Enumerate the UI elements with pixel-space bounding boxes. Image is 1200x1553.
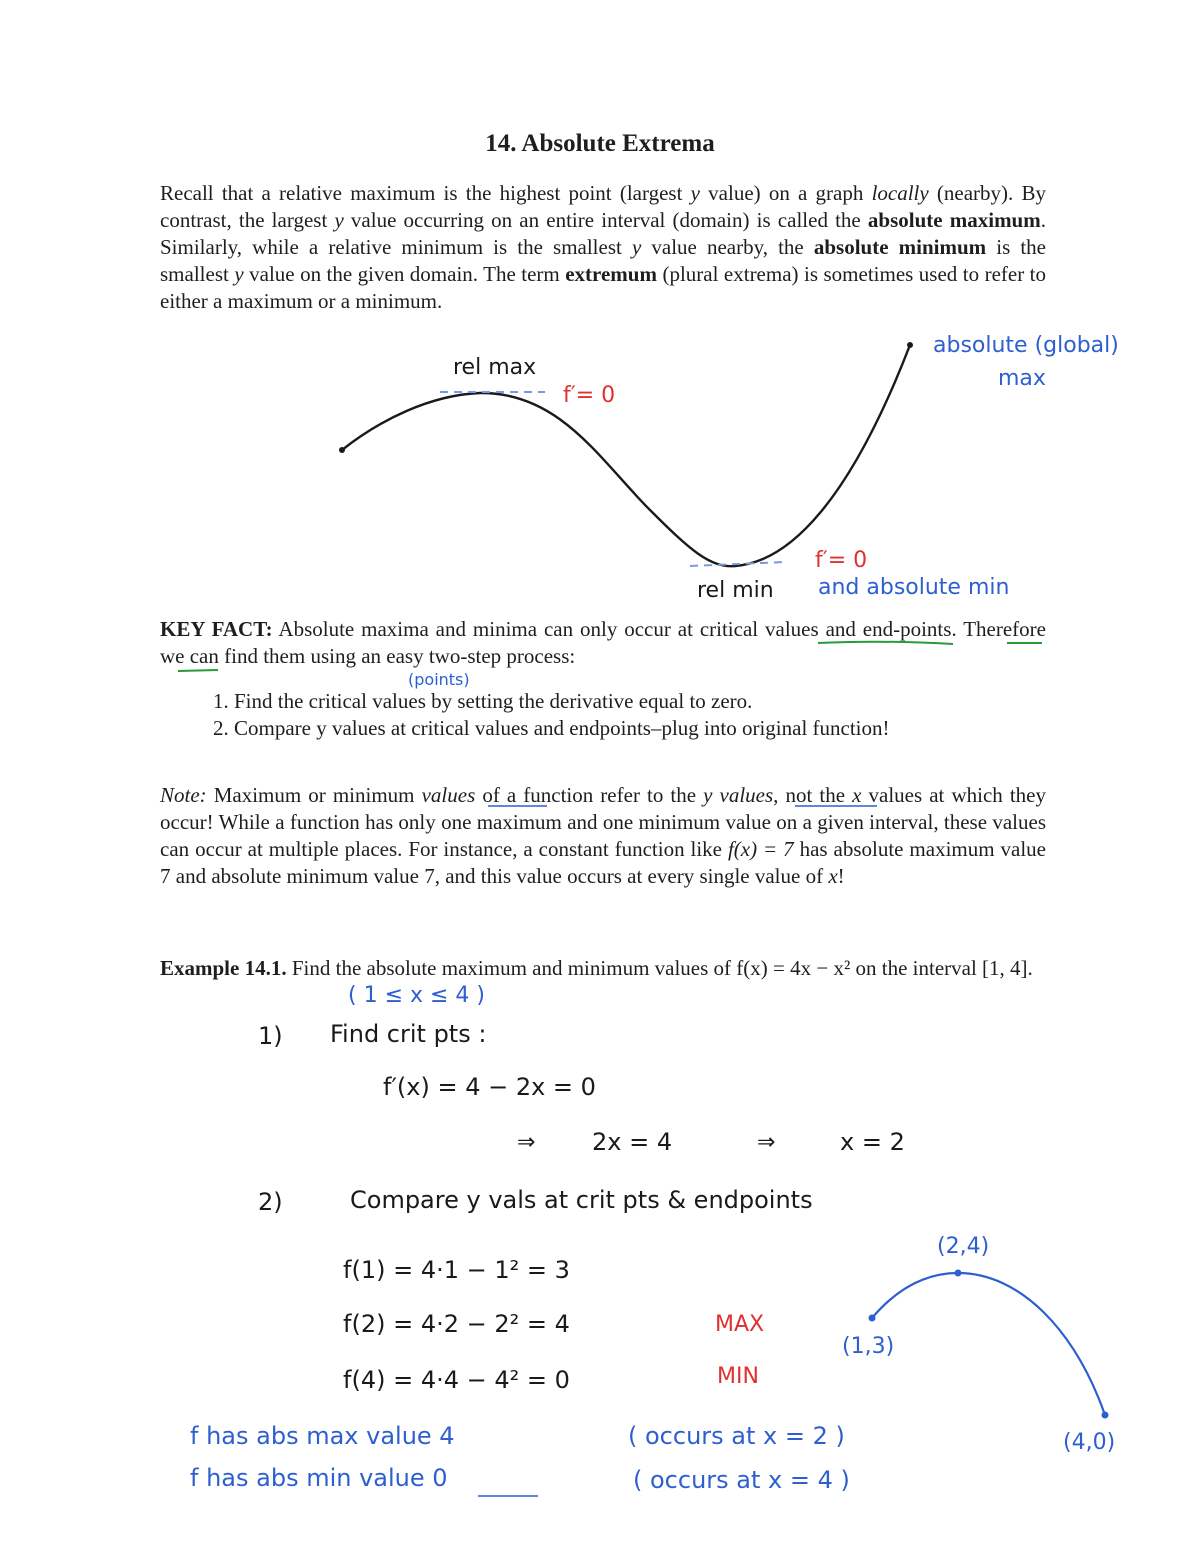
note-label: Note: (160, 783, 207, 807)
label-rel-max: rel max (453, 355, 537, 380)
step-1: 1. Find the critical values by setting the derivative equal to zero. (213, 689, 753, 713)
implies-1: ⇒ (517, 1130, 536, 1155)
function-curve (342, 345, 910, 566)
var-y: y (631, 235, 642, 259)
var-x: x (852, 783, 862, 807)
point-2-4 (955, 1270, 962, 1277)
eval-f1: f(1) = 4·1 − 1² = 3 (343, 1256, 570, 1284)
term-extremum: extremum (565, 262, 657, 286)
note-text: values at which they occur! While a function has only one maximum and one minimum value on a given interval, these values can occur at multiple places. For instance, a constant function like (160, 783, 1046, 861)
note-text: has absolute maximum value 7 and absolute minimum value 7, and this value occurs at every single value of (160, 837, 1046, 888)
eval-f4: f(4) = 4·4 − 4² = 0 (343, 1366, 570, 1394)
conclusion-max: f has abs max value 4 (190, 1422, 455, 1450)
note-text: ! (837, 864, 845, 888)
derivative-line: f′(x) = 4 − 2x = 0 (383, 1073, 596, 1101)
underline-points (178, 670, 218, 671)
step-2: 2. Compare y values at critical values and endpoints–plug into original function! (213, 716, 890, 740)
note-paragraph (160, 782, 1046, 890)
page-title: 14. Absolute Extrema (485, 130, 715, 157)
label-fprime-zero-bottom: f′= 0 (815, 548, 868, 573)
intro-text: value occurring on an entire interval (domain) is called the (343, 208, 868, 232)
step1-number: 1) (258, 1022, 283, 1050)
var-y: y (690, 181, 700, 205)
example-text: Find the absolute maximum and minimum values of f(x) = 4x − x² on the interval [1, 4]. (286, 956, 1033, 980)
key-fact (160, 616, 1046, 670)
var-x: x (828, 864, 838, 888)
min-tag: MIN (717, 1364, 759, 1389)
intro-text: . Similarly, while a relative minimum is the smallest (160, 208, 1046, 259)
interval-note: ( 1 ≤ x ≤ 4 ) (348, 983, 486, 1008)
note-y-values: y values (703, 783, 774, 807)
solve-x: x = 2 (840, 1128, 905, 1156)
conclusion-min: f has abs min value 0 (190, 1464, 448, 1492)
conclusion-max-location: ( occurs at x = 2 ) (628, 1422, 845, 1450)
note-text: Maximum or minimum (206, 783, 422, 807)
note-constant-function: f(x) = 7 (727, 837, 794, 861)
implies-2: ⇒ (757, 1130, 776, 1155)
label-max: max (998, 366, 1046, 391)
conclusion-min-location: ( occurs at x = 4 ) (633, 1466, 850, 1494)
term-locally: locally (871, 181, 929, 205)
left-endpoint (339, 447, 345, 453)
intro-text: value on the given domain. The term (243, 262, 566, 286)
label-and-absolute-min: and absolute min (818, 575, 1010, 600)
term-absolute-minimum: absolute minimum (813, 235, 987, 259)
label-point-4-0: (4,0) (1063, 1430, 1116, 1455)
label-absolute-global: absolute (global) (933, 333, 1119, 358)
intro-text: is the smallest (160, 235, 1047, 286)
label-fprime-zero-top: f′= 0 (563, 383, 616, 408)
step2-text: Compare y vals at crit pts & endpoints (350, 1186, 813, 1214)
example-label: Example 14.1. (160, 956, 287, 980)
solve-2x: 2x = 4 (592, 1128, 673, 1156)
var-y: y (234, 262, 244, 286)
label-rel-min: rel min (697, 578, 774, 603)
max-tag: MAX (715, 1312, 765, 1337)
key-fact-label: KEY FACT: (160, 617, 273, 641)
annotation-points: (points) (408, 670, 470, 689)
intro-text: (nearby). By contrast, the largest (160, 181, 1046, 232)
intro-text: value) on a graph (699, 181, 872, 205)
point-1-3 (869, 1315, 876, 1322)
point-4-0 (1102, 1412, 1109, 1419)
note-text: of a function refer to the (475, 783, 704, 807)
intro-text: Recall that a relative maximum is the highest point (largest (160, 181, 691, 205)
right-endpoint (907, 342, 913, 348)
eval-f2: f(2) = 4·2 − 2² = 4 (343, 1310, 570, 1338)
note-text: , not the (773, 783, 853, 807)
var-y: y (334, 208, 344, 232)
key-fact-text: Absolute maxima and minima can only occur at critical values and end-points. Therefore we can find them using an easy two-step process: (160, 617, 1046, 668)
intro-text: (plural extrema) is sometimes used to refer to either a maximum or a minimum. (160, 262, 1047, 313)
intro-text: value nearby, the (641, 235, 814, 259)
note-values: values (421, 783, 476, 807)
example-statement (160, 955, 1046, 982)
parabola-curve (872, 1273, 1105, 1415)
label-point-2-4: (2,4) (937, 1234, 990, 1259)
label-point-1-3: (1,3) (842, 1334, 895, 1359)
step1-text: Find crit pts : (330, 1020, 487, 1048)
step2-number: 2) (258, 1188, 283, 1216)
term-absolute-maximum: absolute maximum (867, 208, 1041, 232)
